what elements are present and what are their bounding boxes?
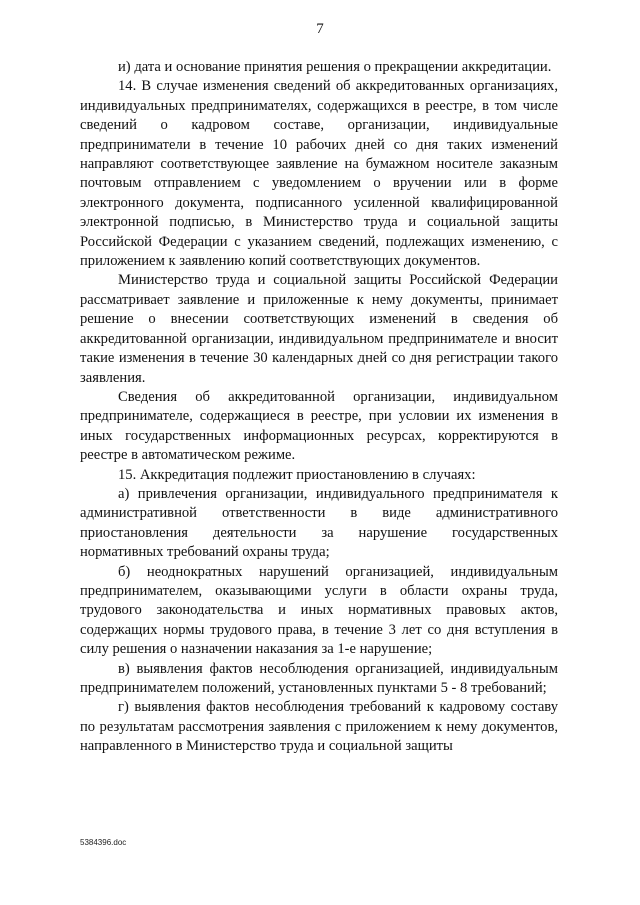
document-footer-filename: 5384396.doc bbox=[80, 838, 127, 847]
paragraph-item-i: и) дата и основание принятия решения о прекращении аккредитации. bbox=[118, 59, 552, 75]
paragraph-14-auto-update: Сведения об аккредитованной организации, индивидуальном предпринимателе, содержащиеся в реестре, при условии их изменения в иных государственных информационных ресурсах, корректируются в реестре в автоматическом режиме. bbox=[80, 388, 558, 464]
paragraph-15-g: г) выявления фактов несоблюдения требований к кадровому составу по результатам рассмотрения заявления с приложением к нему документов, направленного в Министерство труда и социальной защиты bbox=[80, 699, 558, 755]
paragraph-15-v: в) выявления фактов несоблюдения организацией, индивидуальным предпринимателем положений, установленных пунктами 5 - 8 требований; bbox=[80, 660, 558, 696]
page-number: 7 bbox=[316, 21, 324, 37]
paragraph-15-b: б) неоднократных нарушений организацией, индивидуальным предпринимателем, оказывающими услуги в области охраны труда, трудового законодательства и иных нормативных правовых актов, содержащих нормы трудового права, в течение 3 лет со дня вступления в силу решения о назначении наказания за 1-е нарушение; bbox=[80, 563, 558, 658]
paragraph-14: 14. В случае изменения сведений об аккредитованных организациях, индивидуальных предпринимателях, содержащихся в реестре, в том числе сведений о кадровом составе, организации, индивидуальные предприниматели в течение 10 рабочих дней со дня таких изменений направляют соответствующее заявление на бумажном носителе заказным почтовым отправлением с уведомлением о вручении или в форме электронного документа, подписанного усиленной квалифицированной электронной подписью, в Министерство труда и социальной защиты Российской Федерации с указанием сведений, подлежащих изменению, с приложением к заявлению копий соответствующих документов. bbox=[80, 78, 558, 270]
paragraph-14-ministry-review: Министерство труда и социальной защиты Российской Федерации рассматривает заявление и приложенные к нему документы, принимает решение о внесении соответствующих изменений в сведения об аккредитованной организации, индивидуальном предпринимателе и вносит такие изменения в течение 30 календарных дней со дня регистрации такого заявления. bbox=[80, 272, 558, 386]
paragraph-15: 15. Аккредитация подлежит приостановлению в случаях: bbox=[118, 466, 476, 483]
paragraph-15-a: а) привлечения организации, индивидуального предпринимателя к административной ответственности в виде административного приостановления деятельности за нарушение государственных нормативных требований охраны труда; bbox=[80, 485, 558, 561]
document-body bbox=[80, 58, 558, 757]
